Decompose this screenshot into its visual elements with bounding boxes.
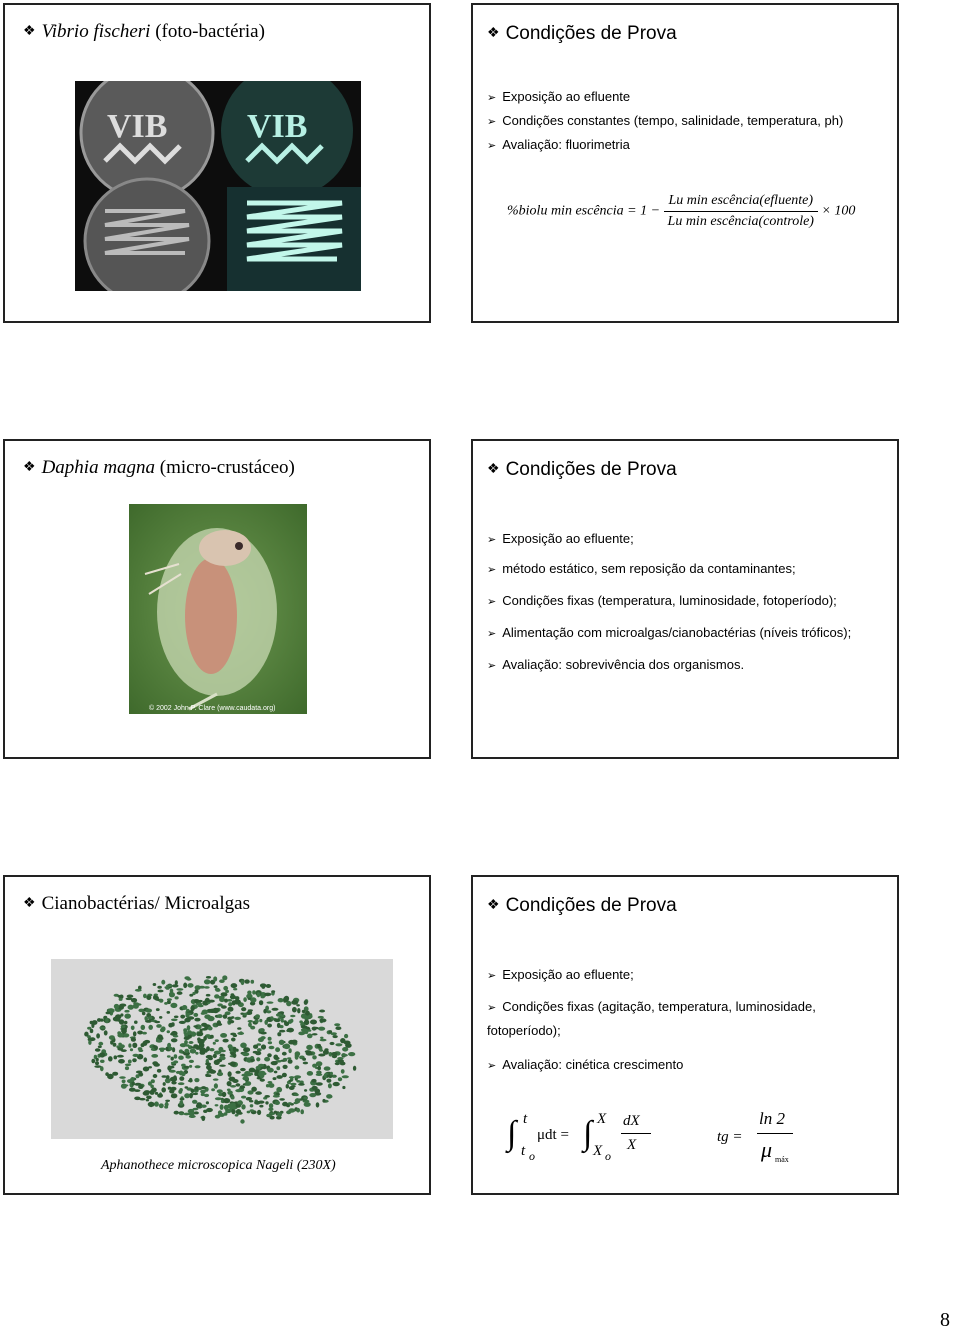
diamond-bullet-icon: ❖ — [487, 896, 500, 912]
bullet-item: ➢ Alimentação com microalgas/cianobactérias (níveis tróficos); — [487, 625, 852, 640]
arrow-bullet-icon: ➢ — [487, 140, 497, 152]
bioluminescence-formula: %biolu min escência = 1 − $\frac{\text{Lu min escência(efluente)}}{\text{Lu min escência(controle)}}$ × 100 — [507, 193, 856, 229]
bullet-item: ➢ Avaliação: cinética crescimento — [487, 1057, 684, 1072]
slide-prova-2 — [471, 439, 899, 759]
slide-daphnia — [3, 439, 431, 759]
arrow-bullet-icon: ➢ — [487, 970, 497, 982]
arrow-bullet-icon: ➢ — [487, 596, 497, 608]
bullet-item: ➢ Exposição ao efluente; — [487, 967, 634, 982]
arrow-bullet-icon: ➢ — [487, 628, 497, 640]
photo-credit: © 2002 John P. Clare (www.caudata.org) — [149, 705, 276, 712]
diamond-bullet-icon: ❖ — [487, 460, 500, 476]
diamond-bullet-icon: ❖ — [23, 24, 36, 39]
bullet-item: ➢ Avaliação: sobrevivência dos organismos. — [487, 657, 745, 672]
image-caption: Aphanothece microscopica Nageli (230X) — [101, 1158, 336, 1173]
slide-prova-3 — [471, 875, 899, 1195]
arrow-bullet-icon: ➢ — [487, 564, 497, 576]
arrow-bullet-icon: ➢ — [487, 92, 497, 104]
growth-integral-formula: ∫ t t o μdt = ∫ X X o dX X — [507, 1111, 687, 1171]
tg-formula: tg = ln 2 μ máx — [717, 1109, 837, 1173]
diamond-bullet-icon: ❖ — [487, 24, 500, 40]
bullet-item: ➢ Condições fixas (agitação, temperatura, luminosidade, — [487, 999, 816, 1014]
diamond-bullet-icon: ❖ — [23, 460, 36, 475]
arrow-bullet-icon: ➢ — [487, 116, 497, 128]
bullet-item-continued: fotoperíodo); — [487, 1023, 561, 1038]
slide-cianobacterias — [3, 875, 431, 1195]
arrow-bullet-icon: ➢ — [487, 534, 497, 546]
slide-prova-1 — [471, 3, 899, 323]
bullet-item: ➢ método estático, sem reposição da contaminantes; — [487, 561, 796, 576]
petri-dish-photo — [75, 81, 361, 291]
slide-title: ❖ Condições de Prova — [487, 459, 677, 480]
slide-title: ❖ Cianobactérias/ Microalgas — [23, 893, 250, 914]
page-number: 8 — [940, 1309, 950, 1331]
arrow-bullet-icon: ➢ — [487, 1002, 497, 1014]
svg-text:VIB: VIB — [107, 108, 168, 145]
arrow-bullet-icon: ➢ — [487, 1060, 497, 1072]
slide-title: ❖ Vibrio fischeri (foto-bactéria) — [23, 21, 265, 42]
bullet-item: ➢ Avaliação: fluorimetria — [487, 137, 630, 152]
algae-micrograph — [51, 959, 393, 1139]
arrow-bullet-icon: ➢ — [487, 660, 497, 672]
bullet-item: ➢ Exposição ao efluente; — [487, 531, 634, 546]
bullet-item: ➢ Condições fixas (temperatura, luminosidade, fotoperíodo); — [487, 593, 837, 608]
slide-title: ❖ Daphia magna (micro-crustáceo) — [23, 457, 295, 478]
slide-title: ❖ Condições de Prova — [487, 895, 677, 916]
daphnia-photo — [129, 504, 307, 714]
slide-vibrio — [3, 3, 431, 323]
svg-text:VIB: VIB — [247, 108, 308, 145]
slide-title: ❖ Condições de Prova — [487, 23, 677, 44]
bullet-item: ➢ Exposição ao efluente — [487, 89, 631, 104]
bullet-item: ➢ Condições constantes (tempo, salinidade, temperatura, ph) — [487, 113, 844, 128]
diamond-bullet-icon: ❖ — [23, 896, 36, 911]
